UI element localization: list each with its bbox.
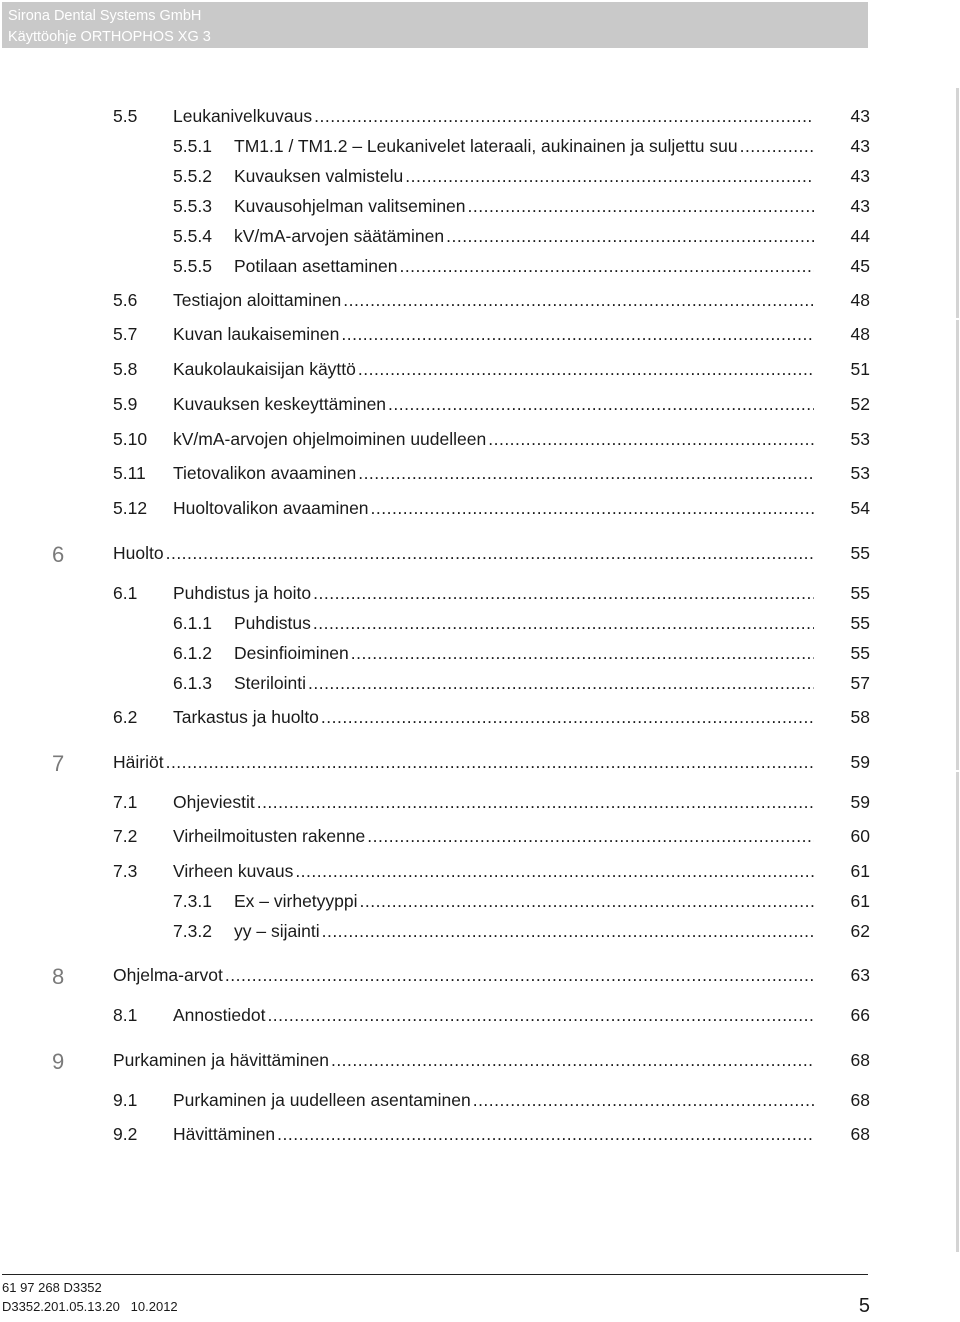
dot-leader	[166, 750, 814, 774]
toc-entry[interactable]	[0, 889, 960, 913]
toc-entry[interactable]	[0, 322, 960, 346]
section-title: kV/mA-arvojen säätäminen	[234, 226, 445, 246]
section-number: 5.5.2	[173, 166, 212, 186]
section-number: 7.3.1	[173, 891, 212, 911]
section-number: 8.1	[113, 1005, 138, 1025]
page-reference: 59	[850, 792, 870, 812]
toc-title-with-leader	[113, 1048, 814, 1072]
section-number: 5.5.3	[173, 196, 212, 216]
toc-entry[interactable]	[0, 671, 960, 695]
toc-title-with-leader	[113, 963, 814, 987]
dot-leader	[388, 392, 814, 416]
dot-leader	[267, 1003, 814, 1027]
dot-leader	[313, 581, 814, 605]
section-number: 5.5.4	[173, 226, 212, 246]
page-reference: 58	[850, 707, 870, 727]
page-reference: 61	[850, 861, 870, 881]
toc-title-with-leader	[234, 224, 814, 248]
page-reference: 61	[850, 891, 870, 911]
section-title: TM1.1 / TM1.2 – Leukanivelet lateraali, aukinainen ja suljettu suu	[234, 136, 738, 156]
dot-leader	[360, 889, 814, 913]
section-number: 5.12	[113, 498, 148, 518]
page-reference: 48	[850, 324, 870, 344]
section-title: Sterilointi	[234, 673, 306, 693]
page-reference: 68	[850, 1090, 870, 1110]
section-title: Potilaan asettaminen	[234, 256, 398, 276]
toc-title-with-leader	[234, 671, 814, 695]
dot-leader	[488, 427, 814, 451]
page-reference: 68	[850, 1124, 870, 1144]
dot-leader	[740, 134, 814, 158]
toc-title-with-leader	[234, 641, 814, 665]
page-reference: 43	[850, 196, 870, 216]
toc-title-with-leader	[173, 357, 814, 381]
toc-entry[interactable]	[0, 427, 960, 451]
dot-leader	[367, 824, 814, 848]
toc-entry[interactable]	[0, 919, 960, 943]
section-title: Kuvauksen keskeyttäminen	[173, 394, 387, 414]
dot-leader	[166, 541, 814, 565]
page-reference: 60	[850, 826, 870, 846]
page-reference: 55	[850, 613, 870, 633]
page-reference: 52	[850, 394, 870, 414]
section-title: Hävittäminen	[173, 1124, 276, 1144]
section-number: 5.10	[113, 429, 148, 449]
section-title: Annostiedot	[173, 1005, 266, 1025]
section-number: 6.1.3	[173, 673, 212, 693]
toc-entry[interactable]	[0, 496, 960, 520]
toc-title-with-leader	[234, 164, 814, 188]
page-number: 5	[858, 1295, 870, 1317]
page-header	[2, 2, 868, 48]
toc-title-with-leader	[173, 1088, 814, 1112]
toc-title-with-leader	[234, 194, 814, 218]
section-number: 6.1	[113, 583, 138, 603]
toc-entry[interactable]	[0, 750, 960, 774]
section-title: Purkaminen ja uudelleen asentaminen	[173, 1090, 471, 1110]
toc-entry[interactable]	[0, 164, 960, 188]
page-reference: 43	[850, 106, 870, 126]
toc-title-with-leader	[173, 288, 814, 312]
toc-entry[interactable]	[0, 790, 960, 814]
dot-leader	[257, 790, 814, 814]
section-number: 5.5.5	[173, 256, 212, 276]
page-reference: 43	[850, 136, 870, 156]
toc-entry[interactable]	[0, 254, 960, 278]
toc-title-with-leader	[173, 705, 814, 729]
dot-leader	[331, 1048, 814, 1072]
toc-title-with-leader	[113, 750, 814, 774]
toc-entry[interactable]	[0, 357, 960, 381]
toc-title-with-leader	[173, 392, 814, 416]
footer-doc-number: 61 97 268 D3352	[2, 1280, 102, 1295]
section-title: Testiajon aloittaminen	[173, 290, 342, 310]
section-number: 6.1.1	[173, 613, 212, 633]
footer-rule	[2, 1274, 868, 1275]
page-reference: 51	[850, 359, 870, 379]
dot-leader	[308, 671, 814, 695]
toc-entry[interactable]	[0, 288, 960, 312]
section-title: Puhdistus	[234, 613, 311, 633]
section-number: 6.2	[113, 707, 138, 727]
page-reference: 59	[850, 752, 870, 772]
dot-leader	[277, 1122, 814, 1146]
section-title: Tietovalikon avaaminen	[173, 463, 357, 483]
toc-entry[interactable]	[0, 859, 960, 883]
page-reference: 62	[850, 921, 870, 941]
section-number: 5.8	[113, 359, 138, 379]
toc-title-with-leader	[234, 254, 814, 278]
section-number: 7.2	[113, 826, 138, 846]
chapter-number: 6	[52, 542, 65, 567]
toc-title-with-leader	[173, 824, 814, 848]
page-reference: 45	[850, 256, 870, 276]
toc-title-with-leader	[173, 496, 814, 520]
toc-entry[interactable]	[0, 461, 960, 485]
section-title: kV/mA-arvojen ohjelmoiminen uudelleen	[173, 429, 487, 449]
chapter-number: 8	[52, 964, 65, 989]
dot-leader	[446, 224, 814, 248]
section-number: 9.2	[113, 1124, 138, 1144]
toc-entry[interactable]	[0, 392, 960, 416]
toc-entry[interactable]	[0, 1048, 960, 1072]
page-reference: 53	[850, 429, 870, 449]
footer-doc-date: 10.2012	[130, 1299, 178, 1314]
toc-entry[interactable]	[0, 705, 960, 729]
toc-title-with-leader	[234, 919, 814, 943]
dot-leader	[295, 859, 814, 883]
toc-title-with-leader	[113, 541, 814, 565]
section-title: Virheen kuvaus	[173, 861, 294, 881]
toc-title-with-leader	[173, 104, 814, 128]
toc-title-with-leader	[173, 1003, 814, 1027]
dot-leader	[399, 254, 814, 278]
dot-leader	[322, 919, 814, 943]
page-reference: 63	[850, 965, 870, 985]
toc-entry[interactable]	[0, 641, 960, 665]
section-number: 7.1	[113, 792, 138, 812]
toc-entry[interactable]	[0, 1088, 960, 1112]
dot-leader	[313, 611, 814, 635]
page-reference: 57	[850, 673, 870, 693]
toc-title-with-leader	[234, 611, 814, 635]
toc-title-with-leader	[173, 790, 814, 814]
toc-title-with-leader	[173, 859, 814, 883]
toc-entry[interactable]	[0, 541, 960, 565]
section-number: 5.9	[113, 394, 138, 414]
dot-leader	[358, 461, 814, 485]
toc-entry[interactable]	[0, 194, 960, 218]
section-number: 5.11	[113, 463, 146, 483]
section-title: Kaukolaukaisijan käyttö	[173, 359, 356, 379]
page-reference: 55	[850, 543, 870, 563]
toc-entry[interactable]	[0, 1003, 960, 1027]
section-title: Tarkastus ja huolto	[173, 707, 319, 727]
section-title: Huolto	[113, 543, 164, 563]
toc-title-with-leader	[173, 581, 814, 605]
dot-leader	[473, 1088, 814, 1112]
dot-leader	[358, 357, 814, 381]
dot-leader	[225, 963, 814, 987]
company-name: Sirona Dental Systems GmbH	[8, 8, 202, 24]
page-reference: 53	[850, 463, 870, 483]
dot-leader	[351, 641, 814, 665]
toc-title-with-leader	[234, 134, 814, 158]
toc-entry[interactable]	[0, 611, 960, 635]
section-title: Kuvauksen valmistelu	[234, 166, 404, 186]
chapter-number: 7	[52, 751, 65, 776]
section-number: 6.1.2	[173, 643, 212, 663]
dot-leader	[314, 104, 814, 128]
toc-entry[interactable]	[0, 581, 960, 605]
section-title: Huoltovalikon avaaminen	[173, 498, 369, 518]
section-title: Desinfioiminen	[234, 643, 349, 663]
section-number: 5.6	[113, 290, 138, 310]
page-reference: 55	[850, 583, 870, 603]
page-reference: 44	[850, 226, 870, 246]
section-title: Ohjelma-arvot	[113, 965, 223, 985]
section-title: yy – sijainti	[234, 921, 320, 941]
section-title: Kuvausohjelman valitseminen	[234, 196, 466, 216]
dot-leader	[405, 164, 814, 188]
page-reference: 68	[850, 1050, 870, 1070]
dot-leader	[341, 322, 814, 346]
section-title: Häiriöt	[113, 752, 164, 772]
section-title: Kuvan laukaiseminen	[173, 324, 340, 344]
toc-title-with-leader	[173, 461, 814, 485]
page-reference: 43	[850, 166, 870, 186]
section-title: Ex – virhetyyppi	[234, 891, 358, 911]
section-title: Virheilmoitusten rakenne	[173, 826, 366, 846]
toc-entry[interactable]	[0, 824, 960, 848]
footer-doc-code-date	[2, 1299, 178, 1315]
section-number: 7.3	[113, 861, 138, 881]
dot-leader	[371, 496, 814, 520]
section-number: 5.5.1	[173, 136, 212, 156]
toc-title-with-leader	[173, 1122, 814, 1146]
page-reference: 66	[850, 1005, 870, 1025]
toc-entry[interactable]	[0, 104, 960, 128]
toc-title-with-leader	[234, 889, 814, 913]
section-number: 7.3.2	[173, 921, 212, 941]
toc-title-with-leader	[173, 322, 814, 346]
page-reference: 54	[850, 498, 870, 518]
section-number: 5.7	[113, 324, 138, 344]
toc-entry[interactable]	[0, 134, 960, 158]
footer-doc-code: D3352.201.05.13.20	[2, 1299, 120, 1314]
page-reference: 48	[850, 290, 870, 310]
toc-entry[interactable]	[0, 1122, 960, 1146]
section-title: Purkaminen ja hävittäminen	[113, 1050, 329, 1070]
section-number: 5.5	[113, 106, 138, 126]
toc-entry[interactable]	[0, 224, 960, 248]
toc-entry[interactable]	[0, 963, 960, 987]
page-reference: 55	[850, 643, 870, 663]
chapter-number: 9	[52, 1049, 65, 1074]
section-number: 9.1	[113, 1090, 138, 1110]
toc-title-with-leader	[173, 427, 814, 451]
manual-title: Käyttöohje ORTHOPHOS XG 3	[8, 29, 211, 45]
section-title: Leukanivelkuvaus	[173, 106, 313, 126]
dot-leader	[321, 705, 814, 729]
dot-leader	[468, 194, 814, 218]
section-title: Ohjeviestit	[173, 792, 255, 812]
dot-leader	[343, 288, 814, 312]
section-title: Puhdistus ja hoito	[173, 583, 312, 603]
